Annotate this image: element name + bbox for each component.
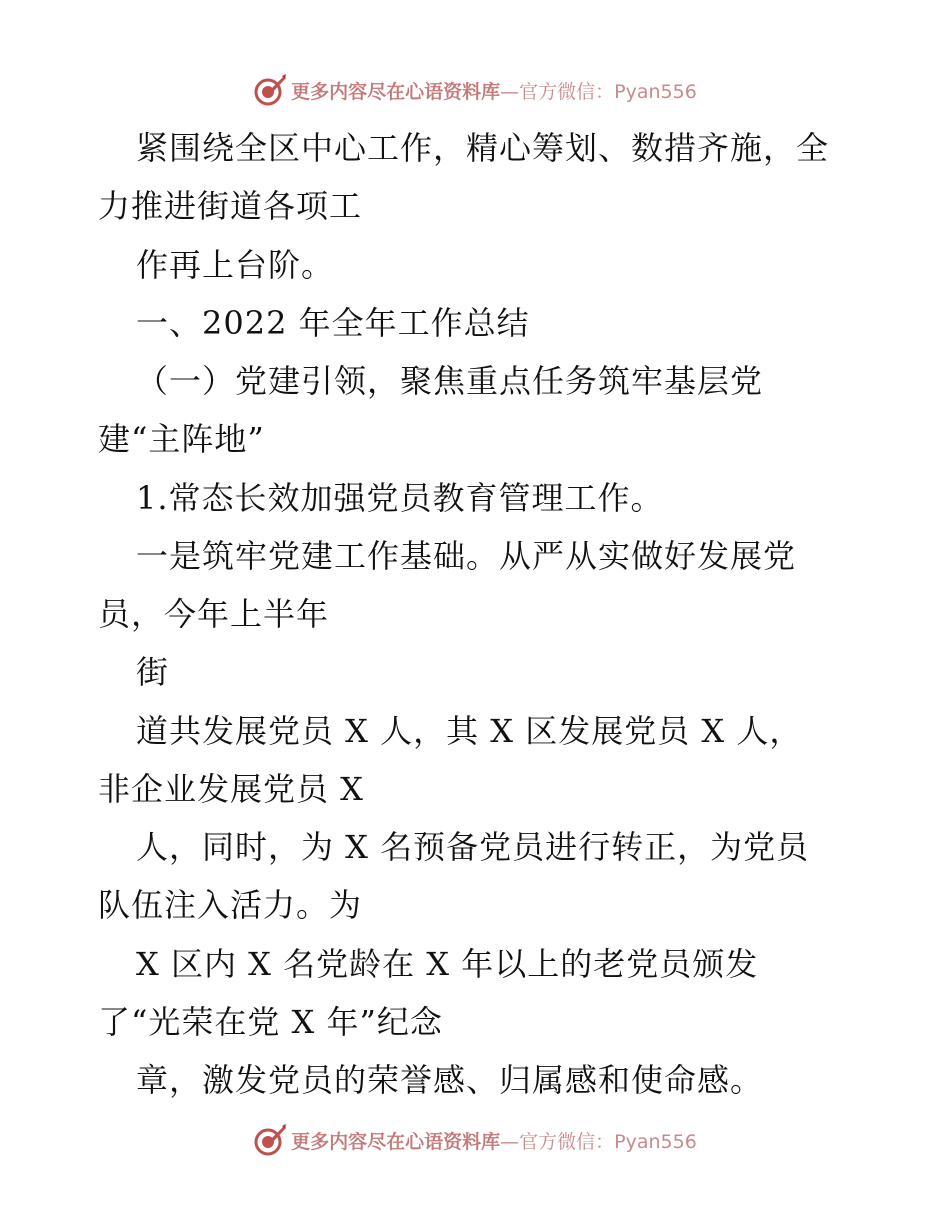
paragraph-line: 非企业发展党员 X <box>98 770 364 808</box>
subsection-heading: 建“主阵地” <box>98 420 265 458</box>
paragraph-line: 了“光荣在党 X 年”纪念 <box>98 1003 443 1041</box>
subsection-heading: （一）党建引领，聚焦重点任务筑牢基层党 <box>136 362 764 400</box>
item-heading: 1.常态长效加强党员教育管理工作。 <box>136 479 664 517</box>
watermark-contact: —官方微信：Pyan556 <box>500 80 697 103</box>
paragraph-line: X 区内 X 名党龄在 X 年以上的老党员颁发 <box>136 945 759 983</box>
footer-watermark <box>0 1120 950 1160</box>
paragraph-line: 章，激发党员的荣誉感、归属感和使命感。 <box>136 1061 764 1099</box>
watermark-contact: —官方微信：Pyan556 <box>500 1130 697 1153</box>
section-heading: 一、2022 年全年工作总结 <box>136 304 530 342</box>
quill-seal-icon <box>253 73 287 107</box>
quill-seal-icon <box>253 1123 287 1157</box>
paragraph-line: 员，今年上半年 <box>98 595 330 633</box>
watermark-brand: 更多内容尽在心语资料库 <box>291 80 501 103</box>
paragraph-line: 作再上台阶。 <box>136 246 335 284</box>
paragraph-line: 人，同时，为 X 名预备党员进行转正，为党员 <box>136 828 810 866</box>
paragraph-line: 街 <box>136 653 170 691</box>
watermark-text <box>291 1127 697 1154</box>
paragraph-line: 道共发展党员 X 人，其 X 区发展党员 X 人， <box>136 712 803 750</box>
paragraph-line: 力推进街道各项工 <box>98 187 363 225</box>
header-watermark <box>0 70 950 110</box>
paragraph-line: 紧围绕全区中心工作，精心筹划、数措齐施，全 <box>136 129 830 167</box>
paragraph-line: 队伍注入活力。为 <box>98 886 363 924</box>
paragraph-line: 一是筑牢党建工作基础。从严从实做好发展党 <box>136 537 797 575</box>
watermark-brand: 更多内容尽在心语资料库 <box>291 1130 501 1153</box>
watermark-text <box>291 77 697 104</box>
